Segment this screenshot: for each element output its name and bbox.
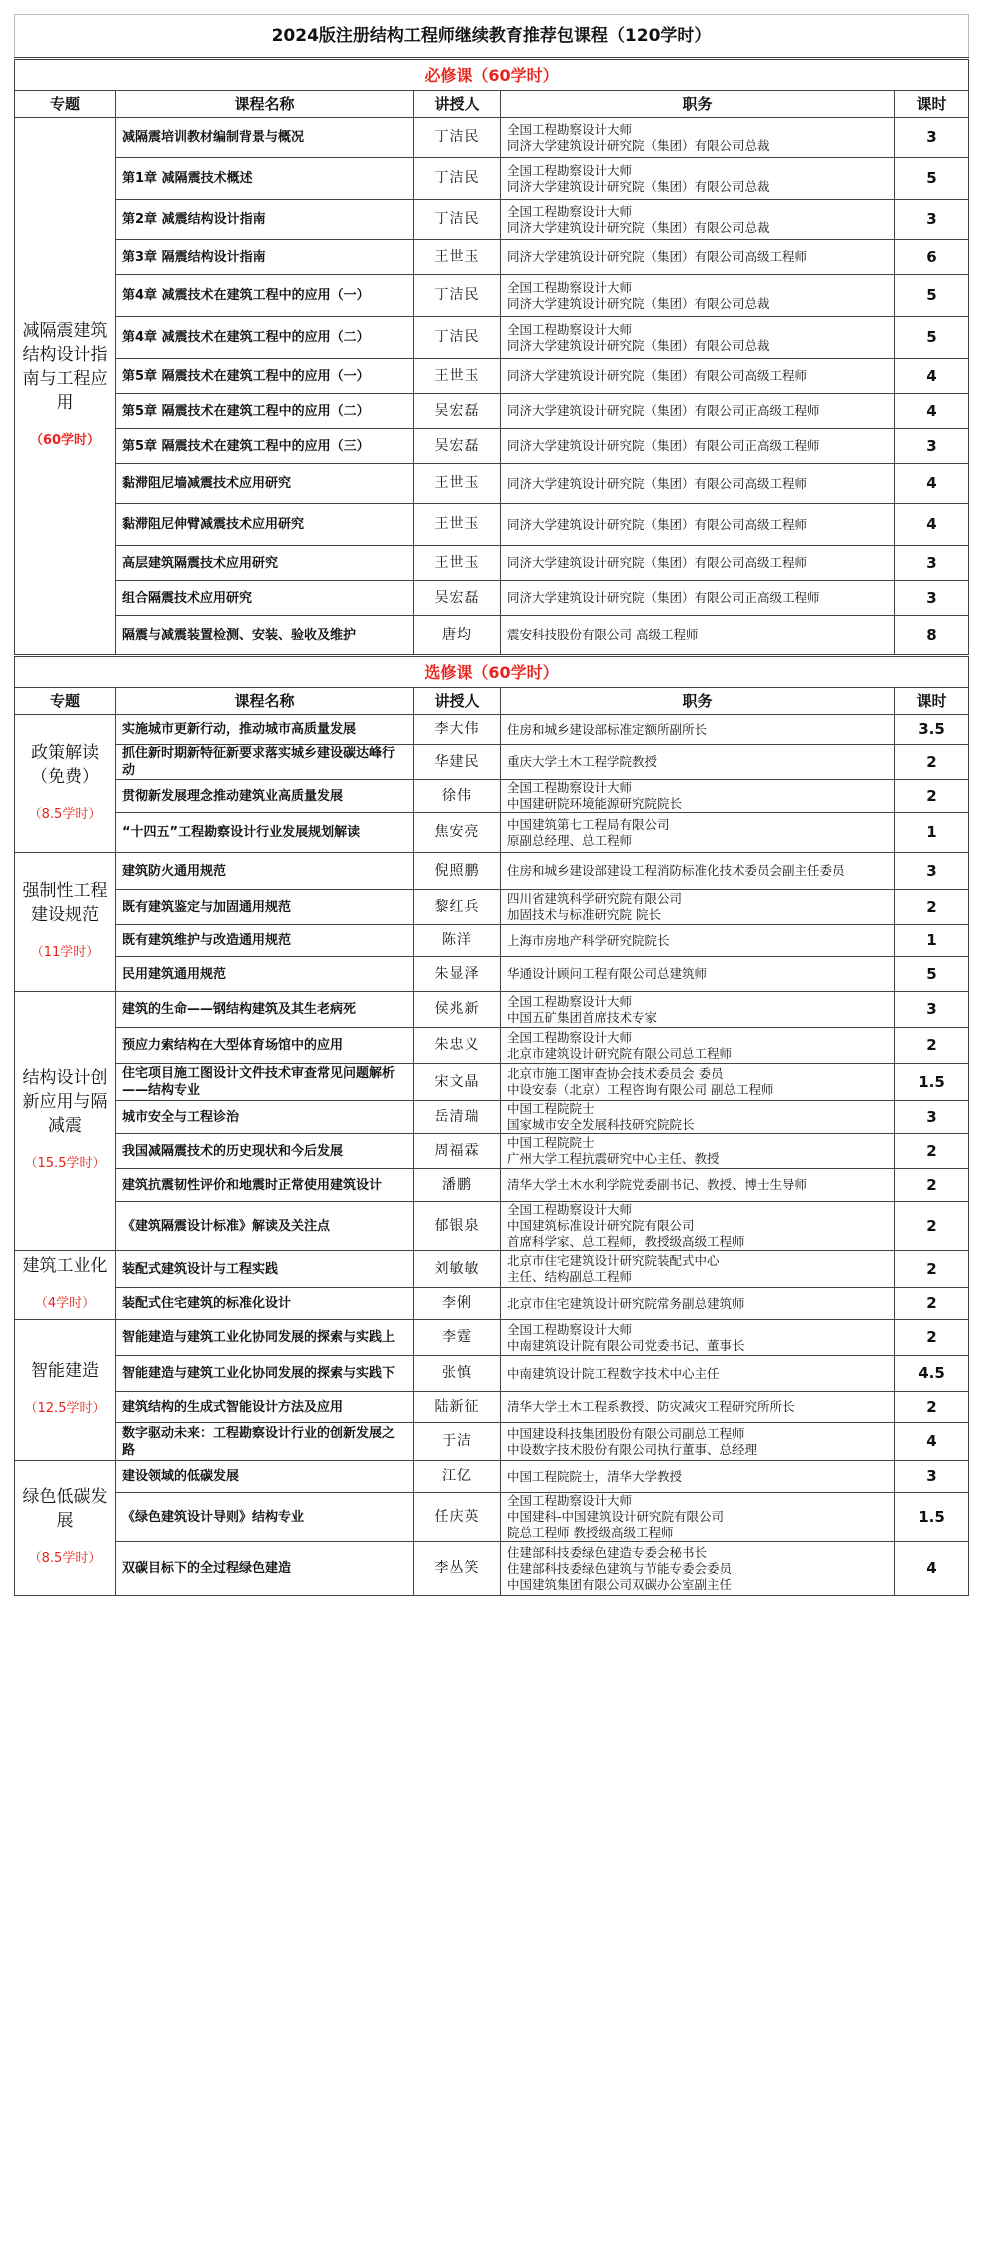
page-title: 2024版注册结构工程师继续教育推荐包课程（120学时）	[15, 15, 969, 59]
course-name: 住宅项目施工图设计文件技术审查常见问题解析——结构专业	[116, 1064, 414, 1101]
course-hours: 5	[895, 317, 969, 359]
table-row	[15, 992, 969, 1028]
topic-name: 结构设计创新应用与隔减震	[22, 1068, 108, 1136]
topic-name: 绿色低碳发展	[22, 1487, 108, 1531]
course-hours: 2	[895, 1134, 969, 1169]
lecturer-position: 全国工程勘察设计大师 中国五矿集团首席技术专家	[501, 992, 895, 1028]
lecturer-position: 全国工程勘察设计大师 同济大学建筑设计研究院（集团）有限公司总裁	[501, 118, 895, 158]
lecturer-position: 中南建筑设计院工程数字技术中心主任	[501, 1356, 895, 1392]
course-hours: 2	[895, 780, 969, 813]
course-sheet	[14, 14, 968, 1596]
course-name: 隔震与减震装置检测、安装、验收及维护	[116, 616, 414, 656]
table-row	[15, 853, 969, 890]
course-name: 黏滞阻尼伸臂减震技术应用研究	[116, 504, 414, 546]
lecturer-position: 华通设计顾问工程有限公司总建筑师	[501, 957, 895, 992]
required-section-heading: 必修课（60学时）	[15, 59, 969, 91]
lecturer-position: 同济大学建筑设计研究院（集团）有限公司高级工程师	[501, 464, 895, 504]
course-name: 装配式住宅建筑的标准化设计	[116, 1288, 414, 1320]
lecturer-position: 北京市住宅建筑设计研究院常务副总建筑师	[501, 1288, 895, 1320]
course-name: 我国减隔震技术的历史现状和今后发展	[116, 1134, 414, 1169]
course-name: 第5章 隔震技术在建筑工程中的应用（二）	[116, 394, 414, 429]
course-hours: 5	[895, 158, 969, 200]
topic-cell	[15, 992, 116, 1251]
lecturer-name: 王世玉	[414, 464, 501, 504]
lecturer-name: 潘鹏	[414, 1169, 501, 1202]
course-name: 预应力索结构在大型体育场馆中的应用	[116, 1028, 414, 1064]
column-header-hours: 课时	[895, 91, 969, 118]
table-row	[15, 1064, 969, 1101]
lecturer-position: 全国工程勘察设计大师 同济大学建筑设计研究院（集团）有限公司总裁	[501, 200, 895, 240]
lecturer-name: 丁洁民	[414, 158, 501, 200]
course-hours: 3	[895, 992, 969, 1028]
course-name: 组合隔震技术应用研究	[116, 581, 414, 616]
topic-cell	[15, 853, 116, 992]
course-name: “十四五”工程勘察设计行业发展规划解读	[116, 813, 414, 853]
lecturer-position: 全国工程勘察设计大师 同济大学建筑设计研究院（集团）有限公司总裁	[501, 317, 895, 359]
course-hours: 1.5	[895, 1493, 969, 1542]
lecturer-position: 住房和城乡建设部建设工程消防标准化技术委员会副主任委员	[501, 853, 895, 890]
column-header-course: 课程名称	[116, 91, 414, 118]
lecturer-name: 倪照鹏	[414, 853, 501, 890]
course-hours: 2	[895, 890, 969, 925]
topic-cell	[15, 118, 116, 656]
course-hours: 4	[895, 1542, 969, 1596]
lecturer-position: 中国建设科技集团股份有限公司副总工程师 中设数字技术股份有限公司执行董事、总经理	[501, 1423, 895, 1461]
course-name: 既有建筑维护与改造通用规范	[116, 925, 414, 957]
course-name: 装配式建筑设计与工程实践	[116, 1251, 414, 1288]
table-row	[15, 394, 969, 429]
course-hours: 4	[895, 1423, 969, 1461]
column-header-lecturer: 讲授人	[414, 91, 501, 118]
topic-hours: （12.5学时）	[24, 1401, 106, 1416]
course-name: 建筑防火通用规范	[116, 853, 414, 890]
table-row	[15, 464, 969, 504]
course-hours: 4	[895, 504, 969, 546]
course-name: 智能建造与建筑工业化协同发展的探索与实践下	[116, 1356, 414, 1392]
table-row	[15, 504, 969, 546]
lecturer-position: 震安科技股份有限公司 高级工程师	[501, 616, 895, 656]
lecturer-name: 焦安亮	[414, 813, 501, 853]
lecturer-name: 于洁	[414, 1423, 501, 1461]
lecturer-position: 全国工程勘察设计大师 中国建筑标准设计研究院有限公司 首席科学家、总工程师，教授级高级工程师	[501, 1202, 895, 1251]
table-row	[15, 1493, 969, 1542]
topic-cell	[15, 1461, 116, 1596]
table-row	[15, 429, 969, 464]
lecturer-name: 李大伟	[414, 715, 501, 745]
table-row	[15, 240, 969, 275]
course-hours: 4.5	[895, 1356, 969, 1392]
lecturer-name: 郁银泉	[414, 1202, 501, 1251]
topic-hours: （15.5学时）	[24, 1156, 106, 1171]
lecturer-name: 王世玉	[414, 546, 501, 581]
lecturer-name: 王世玉	[414, 240, 501, 275]
table-row	[15, 1202, 969, 1251]
table-row	[15, 1542, 969, 1596]
topic-name: 智能建造	[31, 1361, 99, 1381]
course-hours: 3	[895, 546, 969, 581]
lecturer-position: 清华大学土木水利学院党委副书记、教授、博士生导师	[501, 1169, 895, 1202]
course-name: 第4章 减震技术在建筑工程中的应用（二）	[116, 317, 414, 359]
course-name: 贯彻新发展理念推动建筑业高质量发展	[116, 780, 414, 813]
table-row	[15, 1251, 969, 1288]
lecturer-name: 江亿	[414, 1461, 501, 1493]
course-hours: 2	[895, 1320, 969, 1356]
course-name: 第5章 隔震技术在建筑工程中的应用（一）	[116, 359, 414, 394]
course-hours: 1.5	[895, 1064, 969, 1101]
course-hours: 8	[895, 616, 969, 656]
table-row	[15, 1134, 969, 1169]
course-name: 第5章 隔震技术在建筑工程中的应用（三）	[116, 429, 414, 464]
course-hours: 3	[895, 581, 969, 616]
column-header-hours: 课时	[895, 688, 969, 715]
lecturer-name: 唐均	[414, 616, 501, 656]
course-hours: 2	[895, 1288, 969, 1320]
elective-section-heading: 选修课（60学时）	[15, 656, 969, 688]
lecturer-name: 李俐	[414, 1288, 501, 1320]
lecturer-name: 丁洁民	[414, 317, 501, 359]
topic-hours: （11学时）	[30, 945, 100, 960]
lecturer-position: 住建部科技委绿色建造专委会秘书长 住建部科技委绿色建筑与节能专委会委员 中国建筑集团有限公司双碳办公室副主任	[501, 1542, 895, 1596]
lecturer-name: 侯兆新	[414, 992, 501, 1028]
course-name: 民用建筑通用规范	[116, 957, 414, 992]
table-row	[15, 616, 969, 656]
lecturer-position: 住房和城乡建设部标准定额所副所长	[501, 715, 895, 745]
lecturer-position: 中国工程院院士，清华大学教授	[501, 1461, 895, 1493]
table-row	[15, 1392, 969, 1423]
course-hours: 2	[895, 1202, 969, 1251]
course-name: 建筑结构的生成式智能设计方法及应用	[116, 1392, 414, 1423]
topic-cell	[15, 715, 116, 853]
lecturer-name: 李霆	[414, 1320, 501, 1356]
lecturer-position: 四川省建筑科学研究院有限公司 加固技术与标准研究院 院长	[501, 890, 895, 925]
column-header-lecturer: 讲授人	[414, 688, 501, 715]
course-hours: 1	[895, 813, 969, 853]
lecturer-name: 陈洋	[414, 925, 501, 957]
course-hours: 5	[895, 275, 969, 317]
table-row	[15, 1169, 969, 1202]
table-row	[15, 1320, 969, 1356]
table-row	[15, 546, 969, 581]
course-name: 建筑抗震韧性评价和地震时正常使用建筑设计	[116, 1169, 414, 1202]
table-row	[15, 118, 969, 158]
lecturer-position: 中国工程院院士 国家城市安全发展科技研究院院长	[501, 1101, 895, 1134]
lecturer-position: 同济大学建筑设计研究院（集团）有限公司高级工程师	[501, 546, 895, 581]
table-row	[15, 715, 969, 745]
table-row	[15, 890, 969, 925]
course-hours: 3	[895, 200, 969, 240]
lecturer-name: 吴宏磊	[414, 394, 501, 429]
table-row	[15, 200, 969, 240]
table-row	[15, 1288, 969, 1320]
course-hours: 3	[895, 853, 969, 890]
lecturer-name: 任庆英	[414, 1493, 501, 1542]
lecturer-name: 张慎	[414, 1356, 501, 1392]
course-name: 减隔震培训教材编制背景与概况	[116, 118, 414, 158]
column-header-position: 职务	[501, 91, 895, 118]
table-header-row	[15, 91, 969, 118]
lecturer-position: 同济大学建筑设计研究院（集团）有限公司高级工程师	[501, 504, 895, 546]
lecturer-name: 丁洁民	[414, 118, 501, 158]
lecturer-position: 同济大学建筑设计研究院（集团）有限公司正高级工程师	[501, 581, 895, 616]
table-row	[15, 158, 969, 200]
table-row	[15, 813, 969, 853]
lecturer-position: 同济大学建筑设计研究院（集团）有限公司正高级工程师	[501, 429, 895, 464]
lecturer-name: 宋文晶	[414, 1064, 501, 1101]
course-hours: 2	[895, 1169, 969, 1202]
course-name: 《建筑隔震设计标准》解读及关注点	[116, 1202, 414, 1251]
course-hours: 3.5	[895, 715, 969, 745]
column-header-topic: 专题	[15, 688, 116, 715]
course-name: 高层建筑隔震技术应用研究	[116, 546, 414, 581]
lecturer-position: 上海市房地产科学研究院院长	[501, 925, 895, 957]
topic-hours: （8.5学时）	[28, 1551, 102, 1566]
course-hours: 5	[895, 957, 969, 992]
course-name: 城市安全与工程诊治	[116, 1101, 414, 1134]
lecturer-name: 刘敏敏	[414, 1251, 501, 1288]
course-name: 黏滞阻尼墙减震技术应用研究	[116, 464, 414, 504]
table-row	[15, 1423, 969, 1461]
table-row	[15, 957, 969, 992]
lecturer-name: 华建民	[414, 745, 501, 780]
lecturer-name: 黎红兵	[414, 890, 501, 925]
table-row	[15, 1461, 969, 1493]
course-hours: 4	[895, 464, 969, 504]
lecturer-name: 陆新征	[414, 1392, 501, 1423]
course-hours: 3	[895, 1461, 969, 1493]
lecturer-position: 清华大学土木工程系教授、防灾减灾工程研究所所长	[501, 1392, 895, 1423]
course-name: 既有建筑鉴定与加固通用规范	[116, 890, 414, 925]
lecturer-name: 王世玉	[414, 504, 501, 546]
course-hours: 2	[895, 1251, 969, 1288]
lecturer-position: 同济大学建筑设计研究院（集团）有限公司高级工程师	[501, 240, 895, 275]
lecturer-position: 中国建筑第七工程局有限公司 原副总经理、总工程师	[501, 813, 895, 853]
lecturer-position: 全国工程勘察设计大师 中国建研院环境能源研究院院长	[501, 780, 895, 813]
lecturer-position: 北京市住宅建筑设计研究院装配式中心 主任、结构副总工程师	[501, 1251, 895, 1288]
lecturer-name: 丁洁民	[414, 200, 501, 240]
table-row	[15, 581, 969, 616]
course-name: 《绿色建筑设计导则》结构专业	[116, 1493, 414, 1542]
topic-hours: （60学时）	[29, 433, 101, 448]
lecturer-name: 朱忠义	[414, 1028, 501, 1064]
lecturer-name: 周福霖	[414, 1134, 501, 1169]
lecturer-position: 同济大学建筑设计研究院（集团）有限公司正高级工程师	[501, 394, 895, 429]
course-hours: 2	[895, 1392, 969, 1423]
course-hours: 3	[895, 1101, 969, 1134]
course-name: 第3章 隔震结构设计指南	[116, 240, 414, 275]
lecturer-name: 朱显泽	[414, 957, 501, 992]
course-name: 建设领域的低碳发展	[116, 1461, 414, 1493]
lecturer-position: 全国工程勘察设计大师 中国建科-中国建筑设计研究院有限公司 院总工程师 教授级高级工程师	[501, 1493, 895, 1542]
lecturer-position: 全国工程勘察设计大师 北京市建筑设计研究院有限公司总工程师	[501, 1028, 895, 1064]
course-name: 抓住新时期新特征新要求落实城乡建设碳达峰行动	[116, 745, 414, 780]
lecturer-name: 吴宏磊	[414, 581, 501, 616]
course-name: 第4章 减震技术在建筑工程中的应用（一）	[116, 275, 414, 317]
lecturer-position: 同济大学建筑设计研究院（集团）有限公司高级工程师	[501, 359, 895, 394]
table-row	[15, 275, 969, 317]
table-header-row	[15, 688, 969, 715]
topic-cell	[15, 1320, 116, 1461]
course-name: 实施城市更新行动，推动城市高质量发展	[116, 715, 414, 745]
table-row	[15, 359, 969, 394]
table-row	[15, 925, 969, 957]
course-hours: 6	[895, 240, 969, 275]
lecturer-name: 岳清瑞	[414, 1101, 501, 1134]
course-name: 建筑的生命——钢结构建筑及其生老病死	[116, 992, 414, 1028]
table-row	[15, 1101, 969, 1134]
topic-name: 政策解读（免费）	[31, 742, 99, 787]
topic-name: 减隔震建筑结构设计指南与工程应用	[22, 321, 108, 413]
course-name: 第1章 减隔震技术概述	[116, 158, 414, 200]
course-hours: 2	[895, 1028, 969, 1064]
course-hours: 2	[895, 745, 969, 780]
topic-cell	[15, 1251, 116, 1320]
course-hours: 3	[895, 429, 969, 464]
column-header-position: 职务	[501, 688, 895, 715]
course-hours: 4	[895, 359, 969, 394]
column-header-course: 课程名称	[116, 688, 414, 715]
topic-hours: （8.5学时）	[28, 806, 102, 822]
lecturer-position: 全国工程勘察设计大师 同济大学建筑设计研究院（集团）有限公司总裁	[501, 275, 895, 317]
course-name: 数字驱动未来：工程勘察设计行业的创新发展之路	[116, 1423, 414, 1461]
lecturer-name: 王世玉	[414, 359, 501, 394]
topic-hours: （4学时）	[34, 1296, 96, 1311]
lecturer-position: 中国工程院院士 广州大学工程抗震研究中心主任、教授	[501, 1134, 895, 1169]
lecturer-name: 徐伟	[414, 780, 501, 813]
course-hours: 3	[895, 118, 969, 158]
table-row	[15, 745, 969, 780]
topic-name: 建筑工业化	[22, 1256, 108, 1276]
table-row	[15, 317, 969, 359]
lecturer-position: 重庆大学土木工程学院教授	[501, 745, 895, 780]
course-hours: 4	[895, 394, 969, 429]
table-row	[15, 1356, 969, 1392]
lecturer-name: 吴宏磊	[414, 429, 501, 464]
topic-name: 强制性工程建设规范	[22, 881, 108, 925]
lecturer-position: 全国工程勘察设计大师 同济大学建筑设计研究院（集团）有限公司总裁	[501, 158, 895, 200]
lecturer-name: 李丛笑	[414, 1542, 501, 1596]
course-name: 第2章 减震结构设计指南	[116, 200, 414, 240]
lecturer-position: 全国工程勘察设计大师 中南建筑设计院有限公司党委书记、董事长	[501, 1320, 895, 1356]
course-name: 双碳目标下的全过程绿色建造	[116, 1542, 414, 1596]
course-hours: 1	[895, 925, 969, 957]
table-row	[15, 1028, 969, 1064]
lecturer-position: 北京市施工图审查协会技术委员会 委员 中设安泰（北京）工程咨询有限公司 副总工程师	[501, 1064, 895, 1101]
table-row	[15, 780, 969, 813]
lecturer-name: 丁洁民	[414, 275, 501, 317]
course-table	[14, 14, 969, 1596]
column-header-topic: 专题	[15, 91, 116, 118]
course-name: 智能建造与建筑工业化协同发展的探索与实践上	[116, 1320, 414, 1356]
